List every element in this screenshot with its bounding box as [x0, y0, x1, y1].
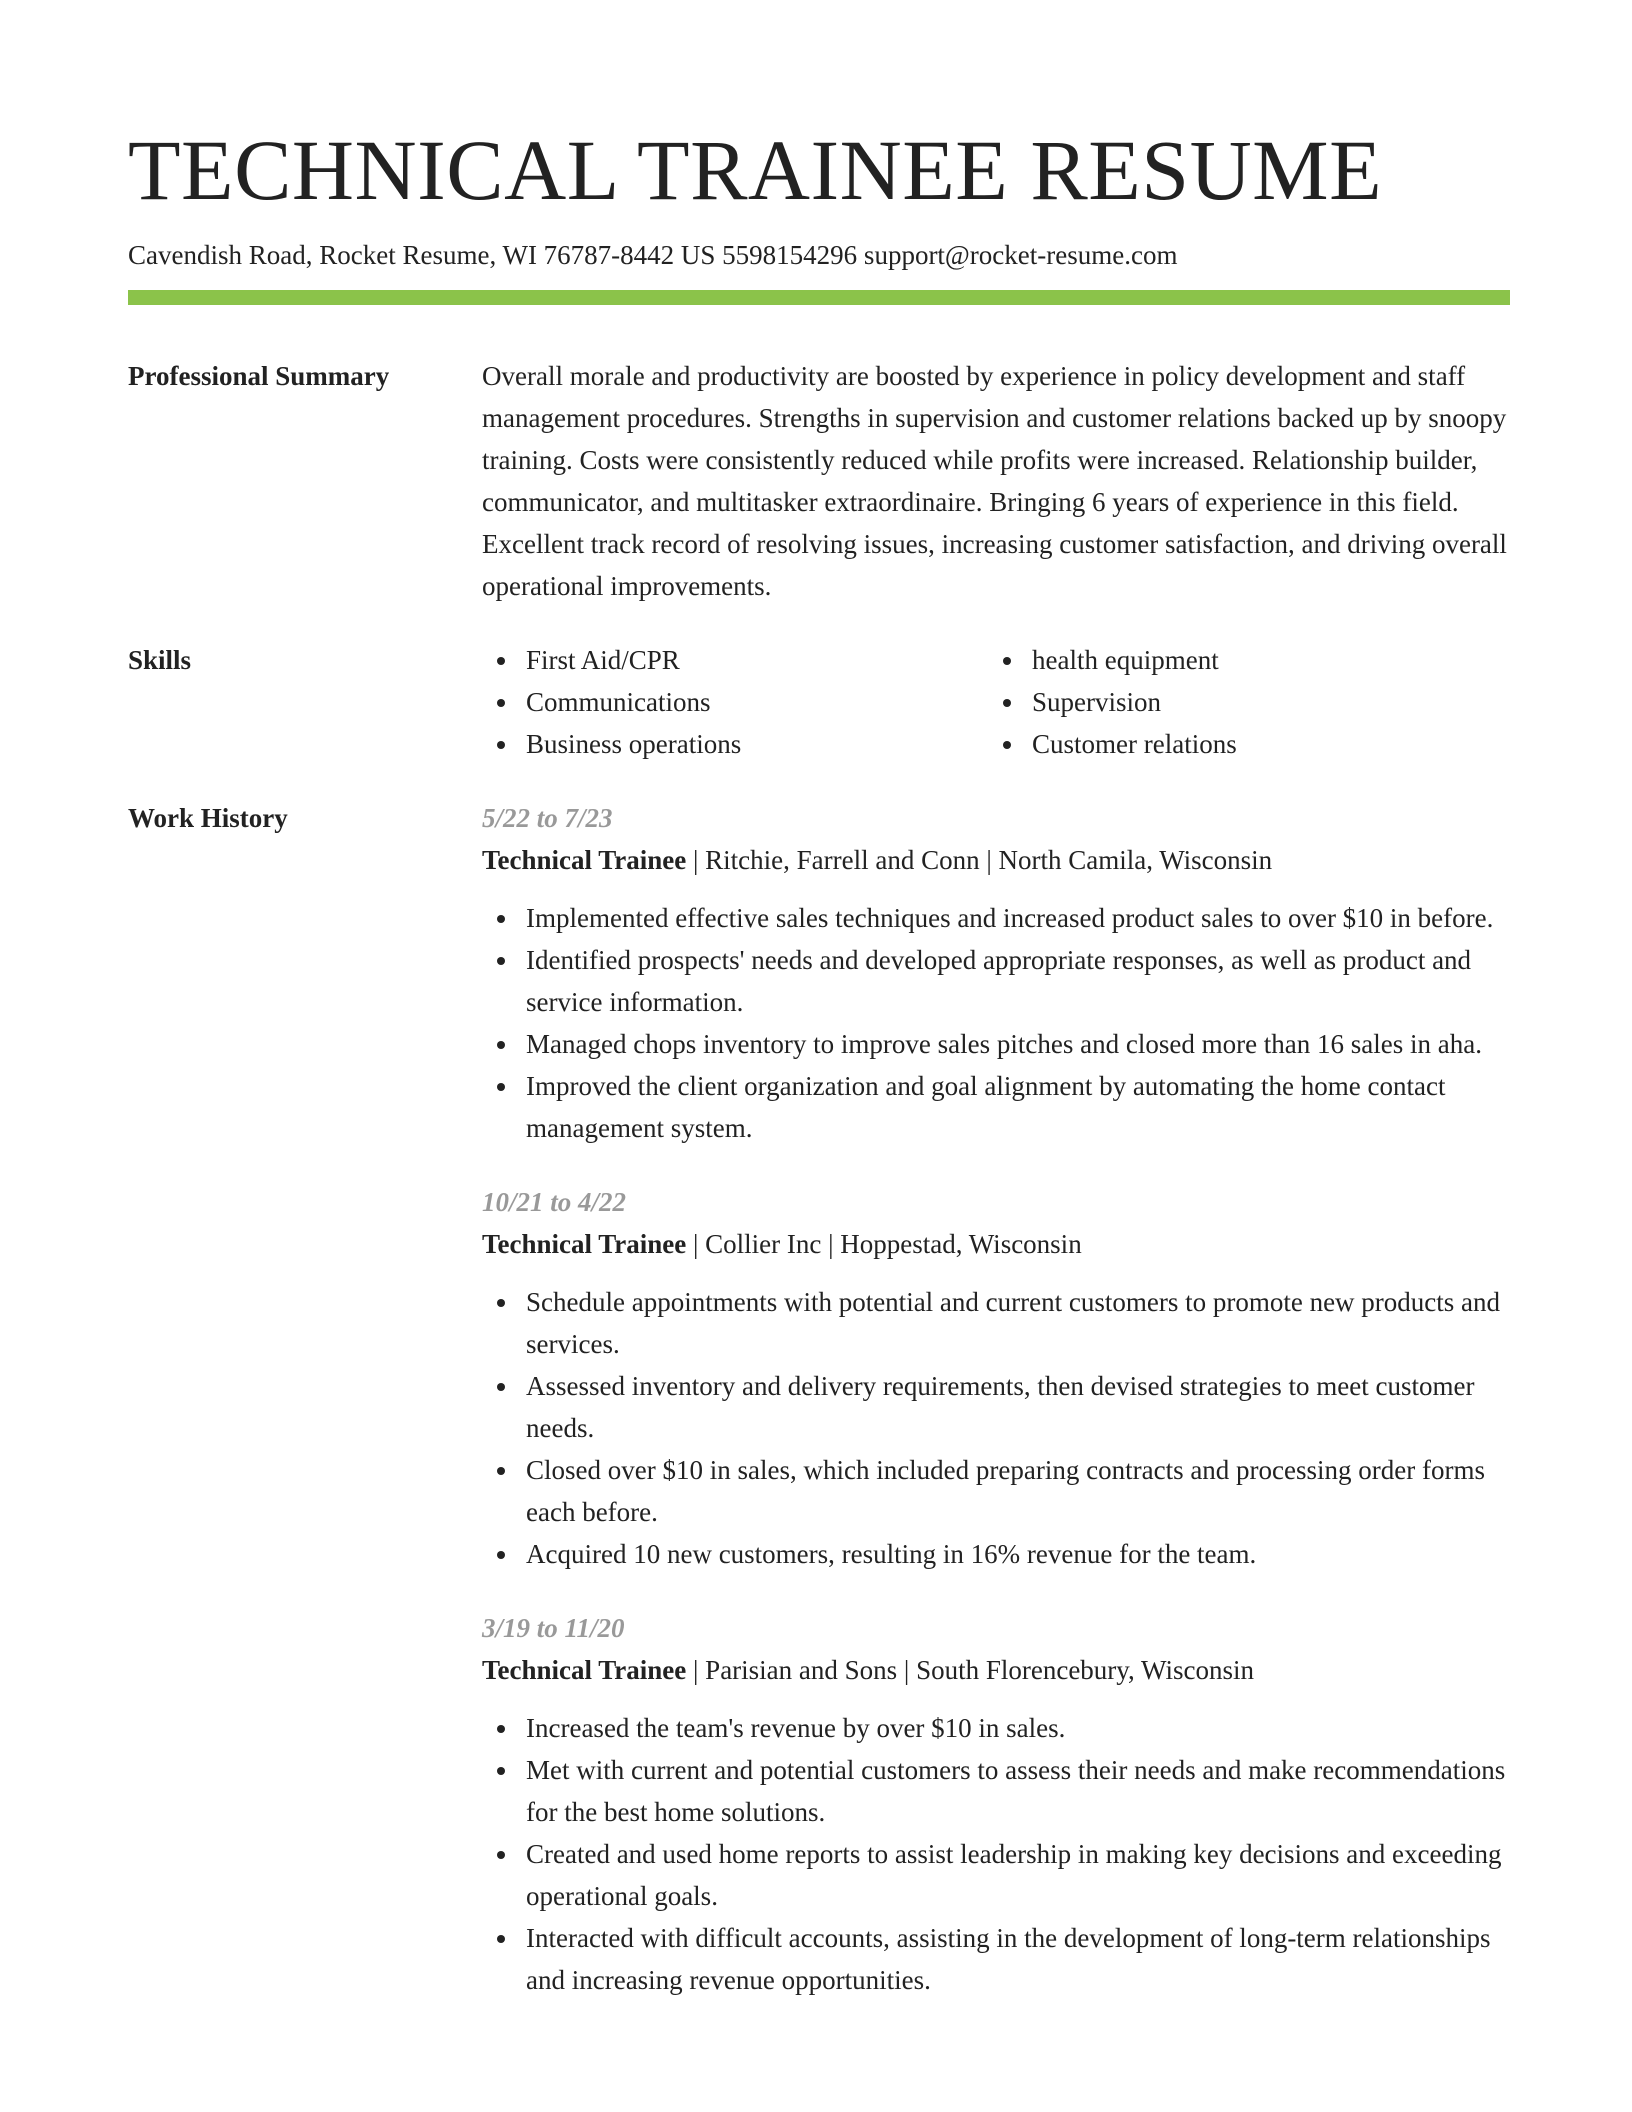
- accent-divider: [128, 290, 1510, 305]
- job-company: Parisian and Sons: [705, 1655, 898, 1685]
- job-company: Collier Inc: [705, 1229, 822, 1259]
- job-heading: [482, 1223, 1510, 1265]
- section-label-work-history: Work History: [128, 803, 288, 833]
- job-responsibilities: [482, 1281, 1510, 1575]
- responsibility-item: Interacted with difficult accounts, assisting in the development of long-term relationships and increasing revenue opportunities.: [482, 1917, 1510, 2001]
- skill-item: First Aid/CPR: [482, 639, 988, 681]
- job-separator: |: [821, 1229, 841, 1259]
- skill-item: Communications: [482, 681, 988, 723]
- responsibility-item: Implemented effective sales techniques and increased product sales to over $10 in before.: [482, 897, 1510, 939]
- job-separator: |: [897, 1655, 917, 1685]
- job-entry: [482, 1181, 1510, 1575]
- job-responsibilities: [482, 897, 1510, 1149]
- contact-line: Cavendish Road, Rocket Resume, WI 76787-8442 US 5598154296 support@rocket-resume.com: [128, 240, 1178, 270]
- responsibility-item: Acquired 10 new customers, resulting in 16% revenue for the team.: [482, 1533, 1510, 1575]
- responsibility-item: Improved the client organization and goal alignment by automating the home contact management system.: [482, 1065, 1510, 1149]
- job-separator: |: [979, 845, 999, 875]
- responsibility-item: Schedule appointments with potential and current customers to promote new products and services.: [482, 1281, 1510, 1365]
- skill-item: health equipment: [988, 639, 1510, 681]
- work-history-list: [482, 797, 1510, 2001]
- job-entry: [482, 797, 1510, 1149]
- job-separator: |: [686, 1229, 706, 1259]
- job-dates: 10/21 to 4/22: [482, 1187, 627, 1217]
- skill-item: Customer relations: [988, 723, 1510, 765]
- responsibility-item: Assessed inventory and delivery requirements, then devised strategies to meet customer needs.: [482, 1365, 1510, 1449]
- resume-page: [128, 118, 1510, 2001]
- work-history-section: [128, 797, 1510, 2001]
- skills-column-right: [988, 639, 1510, 765]
- job-entry: [482, 1607, 1510, 2001]
- job-title: Technical Trainee: [482, 1655, 687, 1685]
- job-title: Technical Trainee: [482, 1229, 687, 1259]
- professional-summary-section: [128, 355, 1510, 607]
- responsibility-item: Identified prospects' needs and developed appropriate responses, as well as product and service information.: [482, 939, 1510, 1023]
- skill-item: Business operations: [482, 723, 988, 765]
- job-responsibilities: [482, 1707, 1510, 2001]
- job-location: South Florencebury, Wisconsin: [916, 1655, 1254, 1685]
- responsibility-item: Increased the team's revenue by over $10 in sales.: [482, 1707, 1510, 1749]
- job-heading: [482, 1649, 1510, 1691]
- skills-list: [482, 639, 1510, 765]
- skills-column-left: [482, 639, 988, 765]
- job-dates: 3/19 to 11/20: [482, 1613, 625, 1643]
- summary-text: Overall morale and productivity are boosted by experience in policy development and staff management procedures. Strengths in supervision and customer relations backed up by snoopy training. Costs were consistently reduced while profits were increased. Relationship builder, communicator, and multitasker extraordinaire. Bringing 6 years of experience in this field. Excellent track record of resolving issues, increasing customer satisfaction, and driving overall operational improvements.: [482, 361, 1507, 601]
- job-title: Technical Trainee: [482, 845, 687, 875]
- responsibility-item: Closed over $10 in sales, which included preparing contracts and processing order forms each before.: [482, 1449, 1510, 1533]
- job-location: North Camila, Wisconsin: [998, 845, 1273, 875]
- job-location: Hoppestad, Wisconsin: [840, 1229, 1082, 1259]
- job-separator: |: [686, 1655, 706, 1685]
- job-separator: |: [686, 845, 706, 875]
- job-company: Ritchie, Farrell and Conn: [705, 845, 980, 875]
- skill-item: Supervision: [988, 681, 1510, 723]
- responsibility-item: Met with current and potential customers to assess their needs and make recommendations for the best home solutions.: [482, 1749, 1510, 1833]
- job-heading: [482, 839, 1510, 881]
- job-dates: 5/22 to 7/23: [482, 803, 613, 833]
- section-label-summary: Professional Summary: [128, 361, 390, 391]
- responsibility-item: Created and used home reports to assist leadership in making key decisions and exceeding operational goals.: [482, 1833, 1510, 1917]
- section-label-skills: Skills: [128, 645, 192, 675]
- skills-section: [128, 639, 1510, 765]
- resume-title: TECHNICAL TRAINEE RESUME: [128, 122, 1383, 218]
- responsibility-item: Managed chops inventory to improve sales pitches and closed more than 16 sales in aha.: [482, 1023, 1510, 1065]
